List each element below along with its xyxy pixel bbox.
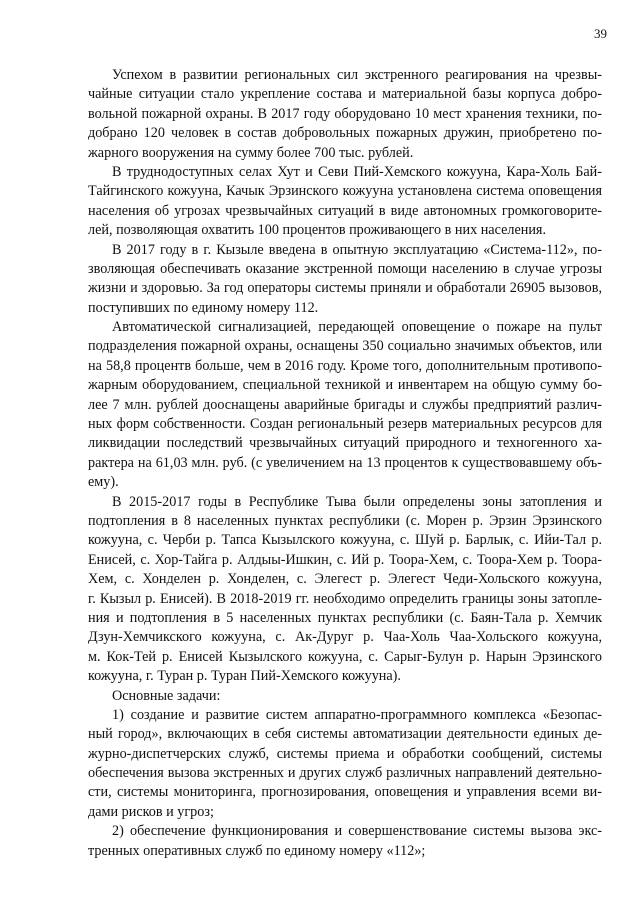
text-line: ликвидации последствий чрезвычайных ситуаций природного и техногенного ха- [88,435,602,452]
text-line: г. Кызыл р. Енисей). В 2018-2019 гг. необходимо определить границы зоны затопле- [88,590,602,607]
text-line: Енисей, с. Хор-Тайга р. Алдыы-Ишкин, с. Ий р. Тоора-Хем, с. Тоора-Хем р. Тоора- [88,551,602,568]
text-line: зволяющая обеспечивать оказание экстренной помощи населению в случае угрозы [88,260,602,277]
text-line: ных форм собственности. Создан региональный резерв материальных ресурсов для [88,416,602,433]
text-line: лей, позволяющая охватить 100 процентов проживающего в них населения. [88,222,547,239]
text-line: жизни и здоровью. За год операторы системы приняли и обработали 26905 вызовов, [88,280,602,297]
text-line: дами рисков и угроз; [88,803,214,820]
text-line: 1) создание и развитие систем аппаратно-программного комплекса «Безопас- [112,706,602,723]
document-body [88,66,602,861]
text-line: Дзун-Хемчикского кожууна, с. Ак-Дуруг р. Чаа-Холь Чаа-Хольского кожууна, [88,629,602,646]
text-line: жарного вооружения на сумму более 700 тыс. рублей. [88,144,414,161]
text-line: подразделения пожарной охраны, оснащены 350 социально значимых объектов, или [88,338,602,355]
text-line: кожууна, г. Туран р. Туран Пий-Хемского кожууна). [88,668,401,685]
text-line: рактера на 61,03 млн. руб. (с увеличением на 13 процентов к существовавшему объ- [88,454,602,471]
text-line: на 58,8 процентв больше, чем в 2016 году. Кроме того, дополнительным противопо- [88,357,602,374]
text-line: обеспечения вызова экстренных и других служб различных направлений деятельно- [88,765,602,782]
text-line: тренных оперативных служб по единому номеру «112»; [88,842,426,859]
text-line: В труднодоступных селах Хут и Севи Пий-Хемского кожууна, Кара-Холь Бай- [112,163,602,180]
text-line: 2) обеспечение функционирования и совершенствование системы вызова экс- [112,823,602,840]
page-number: 39 [594,26,607,41]
text-line: чайные ситуации стало укрепление состава и материальной базы корпуса добро- [88,86,602,103]
text-line: населения об угрозах чрезвычайных ситуаций в виде автономных громкоговорите- [88,202,602,219]
text-line: Основные задачи: [112,687,221,704]
text-line: Успехом в развитии региональных сил экстренного реагирования на чрезвы- [112,67,602,83]
text-line: ный город», включающих в себя системы автоматизации деятельности единых де- [88,726,602,743]
text-line: сти, системы мониторинга, прогнозирования, оповещения и управления всеми ви- [88,784,602,801]
text-line: ния и подтопления в 5 населенных пунктах республики (с. Баян-Тала р. Хемчик [88,609,602,626]
text-line: вольной пожарной охраны. В 2017 году оборудовано 10 мест хранения техники, по- [88,105,602,122]
text-line: Тайгинского кожууна, Качык Эрзинского кожууна установлена система оповещения [88,183,602,200]
text-line: журно-диспетчерских служб, системы приема и обработки сообщений, системы [88,745,602,762]
text-line: подтопления в 8 населенных пунктах республики (с. Морен р. Эрзин Эрзинского [88,512,602,529]
text-line: Автоматической сигнализацией, передающей оповещение о пожаре на пульт [112,319,602,336]
text-line: ему). [88,474,119,491]
text-line: Хем, с. Хонделен р. Хонделен, с. Элегест р. Элегест Чеди-Хольского кожууна, [88,571,602,588]
text-line: В 2015-2017 годы в Республике Тыва были определены зоны затопления и [112,493,602,510]
text-line: жарным оборудованием, специальной техникой и инвентарем на общую сумму бо- [88,377,602,394]
text-line: добрано 120 человек в состав добровольных пожарных дружин, приобретено по- [88,125,602,142]
text-line: лее 7 млн. рублей дооснащены аварийные бригады и службы предприятий различ- [88,396,602,413]
text-line: В 2017 году в г. Кызыле введена в опытную эксплуатацию «Система-112», по- [112,241,602,258]
text-line: кожууна, с. Черби р. Тапса Кызылского кожууна, с. Шуй р. Барлык, с. Ийи-Тал р. [88,532,602,549]
text-line: м. Кок-Тей р. Енисей Кызылского кожууна, с. Сарыг-Булун р. Нарын Эрзинского [88,648,602,665]
text-line: поступивших по единому номеру 112. [88,299,319,316]
